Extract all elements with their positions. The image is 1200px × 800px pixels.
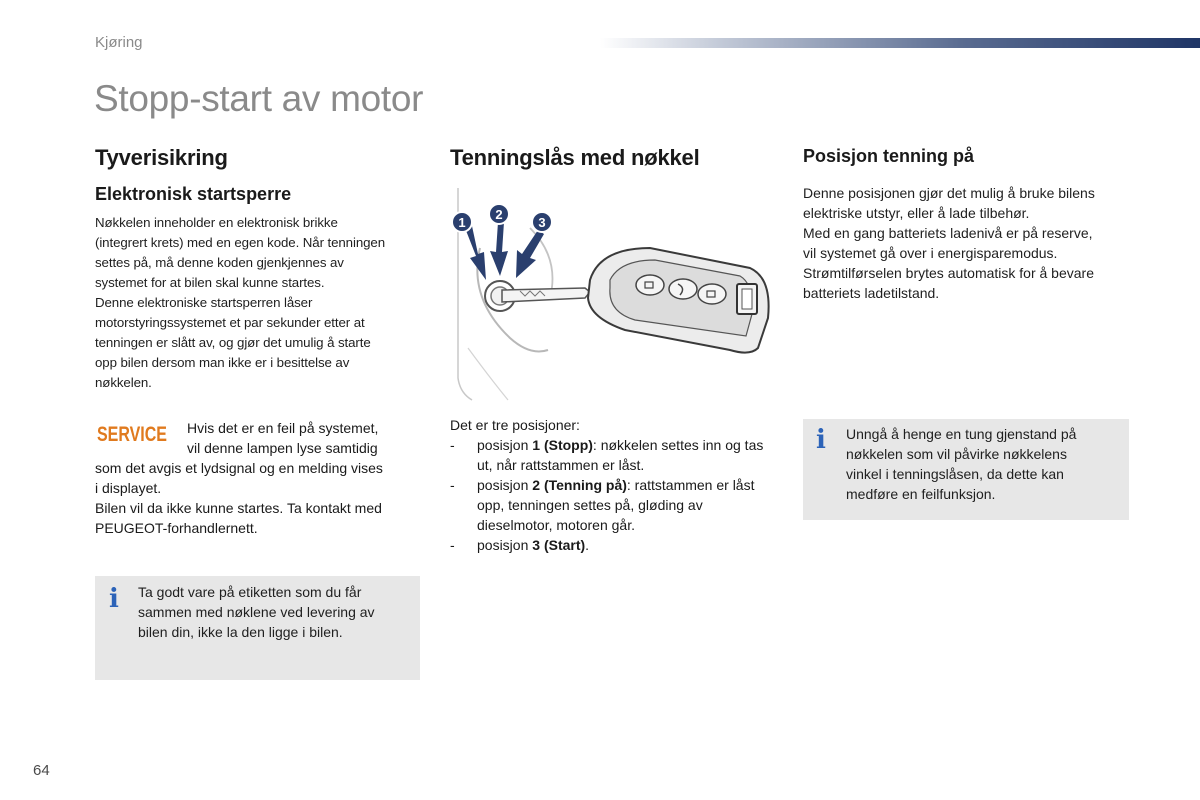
text-line: som det avgis et lydsignal og en melding vises [95,460,383,476]
position-number-1: 1 [458,215,466,230]
text-line: batteriets ladetilstand. [803,285,940,301]
text-line: Med en gang batteriets ladenivå er på reserve, [803,225,1093,241]
info-box-key-weight [803,419,1129,520]
text-line: sammen med nøklene ved levering av [138,604,375,620]
position-item-1 [450,435,780,475]
info-text [846,424,1121,504]
positions-intro: Det er tre posisjoner: [450,417,580,433]
subheading-startsperre: Elektronisk startsperre [95,184,292,204]
position-item-2 [450,475,780,535]
text-line: Strømtilførselen brytes automatisk for å bevare [803,265,1094,281]
text-line: vil systemet gå over i energisparemodus. [803,245,1058,261]
text-line: Denne posisjonen gjør det mulig å bruke bilens [803,185,1095,201]
text-line: nøkkelen som vil påvirke nøkkelens [846,446,1067,462]
heading-tenningslas: Tenningslås med nøkkel [450,145,700,170]
header-gradient-bar [600,38,1200,48]
ignition-key-illustration [450,188,780,400]
text-line: Denne elektroniske startsperren låser [95,295,313,310]
info-box-label [95,576,420,680]
text-line: elektriske utstyr, eller å lade tilbehør. [803,205,1030,221]
text-line: Bilen vil da ikke kunne startes. Ta kontakt med [95,500,382,516]
page-number: 64 [33,762,50,779]
position-number-2: 2 [495,207,503,222]
item-rest: : nøkkelen settes inn og tas ut, når rattstammen er låst. [477,437,764,473]
text-line: systemet for at bilen skal kunne startes. [95,275,325,290]
text-line: (integrert krets) med en egen kode. Når tenningen [95,235,386,250]
text-line: nøkkelen. [95,375,152,390]
tenning-paragraph [803,183,1133,303]
text-line: opp bilen dersom man ikke er i besittelse av [95,355,350,370]
text-line: vil denne lampen lyse samtidig [187,440,378,456]
text-line: motorstyringssystemet et par sekunder etter at [95,315,365,330]
text-line: Nøkkelen inneholder en elektronisk brikke [95,215,338,230]
item-rest: : rattstammen er låst opp, tenningen settes på, gløding av dieselmotor, motoren går. [477,477,755,533]
page-title: Stopp-start av motor [94,78,424,119]
text-line: Ta godt vare på etiketten som du får [138,584,362,600]
info-icon: i [816,425,826,455]
list-dash: - [450,477,455,493]
startsperre-paragraph [95,213,425,393]
list-dash: - [450,537,455,553]
item-prefix: posisjon [477,437,533,453]
item-rest: . [585,537,590,553]
heading-posisjon-tenning: Posisjon tenning på [803,146,975,166]
text-line: medføre en feilfunksjon. [846,486,996,502]
text-line: bilen din, ikke la den ligge i bilen. [138,624,343,640]
positions-list [450,435,780,555]
item-prefix: posisjon [477,477,533,493]
text-line: settes på, må denne koden gjenkjennes av [95,255,344,270]
text-line: Unngå å henge en tung gjenstand på [846,426,1077,442]
section-label: Kjøring [95,34,143,51]
text-line: i displayet. [95,480,162,496]
item-bold: 3 (Start) [532,537,586,553]
text-line: vinkel i tenningslåsen, da dette kan [846,466,1064,482]
service-paragraph [95,418,415,538]
list-dash: - [450,437,455,453]
text-line: Hvis det er en feil på systemet, [187,420,379,436]
heading-tyverisikring: Tyverisikring [95,145,228,170]
item-bold: 2 (Tenning på) [532,477,627,493]
text-line: tenningen er slått av, og gjør det umulig å starte [95,335,371,350]
text-line: PEUGEOT-forhandlernett. [95,520,258,536]
info-text [138,582,413,642]
item-bold: 1 (Stopp) [532,437,593,453]
position-item-3 [450,535,780,555]
service-badge-text: SERVICE [97,423,167,446]
info-icon: i [109,584,119,614]
position-number-3: 3 [538,215,546,230]
item-prefix: posisjon [477,537,533,553]
